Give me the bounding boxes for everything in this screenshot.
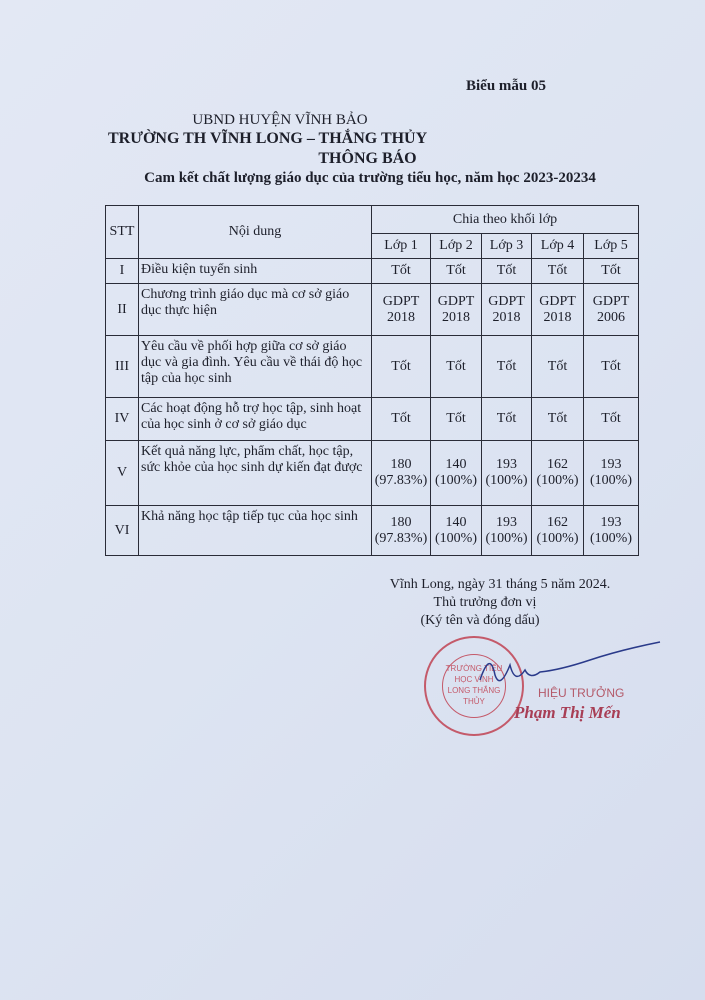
row-value: 180 (97.83%): [372, 441, 431, 506]
row-content: Chương trình giáo dục mà cơ sở giáo dục thực hiện: [139, 284, 372, 336]
row-stt: I: [106, 259, 139, 284]
form-label: Biểu mẫu 05: [466, 78, 547, 94]
row-stt: VI: [106, 506, 139, 556]
row-content: Các hoạt động hỗ trợ học tập, sinh hoạt của học sinh ở cơ sở giáo dục: [139, 398, 372, 441]
row-value: 193 (100%): [482, 506, 532, 556]
row-value: Tốt: [431, 398, 482, 441]
row-value: Tốt: [584, 259, 639, 284]
document-title: THÔNG BÁO: [318, 150, 417, 167]
header-stt: STT: [106, 206, 139, 259]
school-name: TRƯỜNG TH VĨNH LONG – THẮNG THỦY: [108, 130, 428, 147]
signer-position: HIỆU TRƯỞNG: [538, 686, 625, 700]
place-date: Vĩnh Long, ngày 31 tháng 5 năm 2024.: [389, 577, 611, 592]
row-content: Yêu cầu về phối hợp giữa cơ sở giáo dục và gia đình. Yêu cầu về thái độ học tập của học sinh: [139, 336, 372, 398]
row-value: GDPT 2018: [372, 284, 431, 336]
header-grade: Lớp 4: [532, 234, 584, 259]
row-value: GDPT 2018: [532, 284, 584, 336]
row-value: Tốt: [431, 336, 482, 398]
row-value: Tốt: [532, 336, 584, 398]
stamp-text: TRƯỜNG TIỂU HỌC VĨNH LONG THẮNG THỦY: [442, 654, 506, 718]
quality-table: [105, 205, 639, 556]
row-value: Tốt: [532, 259, 584, 284]
row-value: Tốt: [372, 398, 431, 441]
header-grade-group: Chia theo khối lớp: [372, 206, 639, 234]
row-value: 180 (97.83%): [372, 506, 431, 556]
row-value: Tốt: [584, 398, 639, 441]
table-row: [106, 336, 639, 398]
authority-name: UBND HUYỆN VĨNH BẢO: [192, 112, 368, 128]
header-content: Nội dung: [139, 206, 372, 259]
row-value: GDPT 2018: [482, 284, 532, 336]
row-value: 140 (100%): [431, 506, 482, 556]
row-value: Tốt: [372, 336, 431, 398]
row-value: 193 (100%): [584, 441, 639, 506]
table-row: [106, 259, 639, 284]
signer-role: Thủ trưởng đơn vị: [433, 595, 537, 610]
row-value: 162 (100%): [532, 506, 584, 556]
row-value: Tốt: [372, 259, 431, 284]
row-value: 162 (100%): [532, 441, 584, 506]
row-value: Tốt: [482, 398, 532, 441]
row-content: Điều kiện tuyển sinh: [139, 259, 372, 284]
header-grade: Lớp 5: [584, 234, 639, 259]
row-content: Khả năng học tập tiếp tục của học sinh: [139, 506, 372, 556]
row-content: Kết quả năng lực, phẩm chất, học tập, sức khỏe của học sinh dự kiến đạt được: [139, 441, 372, 506]
header-grade: Lớp 1: [372, 234, 431, 259]
table-row: [106, 441, 639, 506]
row-stt: III: [106, 336, 139, 398]
row-value: GDPT 2006: [584, 284, 639, 336]
row-value: Tốt: [584, 336, 639, 398]
header-grade: Lớp 2: [431, 234, 482, 259]
table-row: [106, 506, 639, 556]
row-value: Tốt: [532, 398, 584, 441]
row-value: Tốt: [431, 259, 482, 284]
row-value: Tốt: [482, 259, 532, 284]
row-value: 193 (100%): [482, 441, 532, 506]
signer-name: Phạm Thị Mến: [514, 703, 621, 722]
row-value: 140 (100%): [431, 441, 482, 506]
table-row: [106, 398, 639, 441]
row-stt: II: [106, 284, 139, 336]
row-stt: IV: [106, 398, 139, 441]
row-stt: V: [106, 441, 139, 506]
table-row: [106, 284, 639, 336]
row-value: GDPT 2018: [431, 284, 482, 336]
row-value: 193 (100%): [584, 506, 639, 556]
header-grade: Lớp 3: [482, 234, 532, 259]
signature-note: (Ký tên và đóng dấu): [420, 613, 540, 628]
document-subtitle: Cam kết chất lượng giáo dục của trường tiểu học, năm học 2023-20234: [144, 170, 596, 186]
row-value: Tốt: [482, 336, 532, 398]
